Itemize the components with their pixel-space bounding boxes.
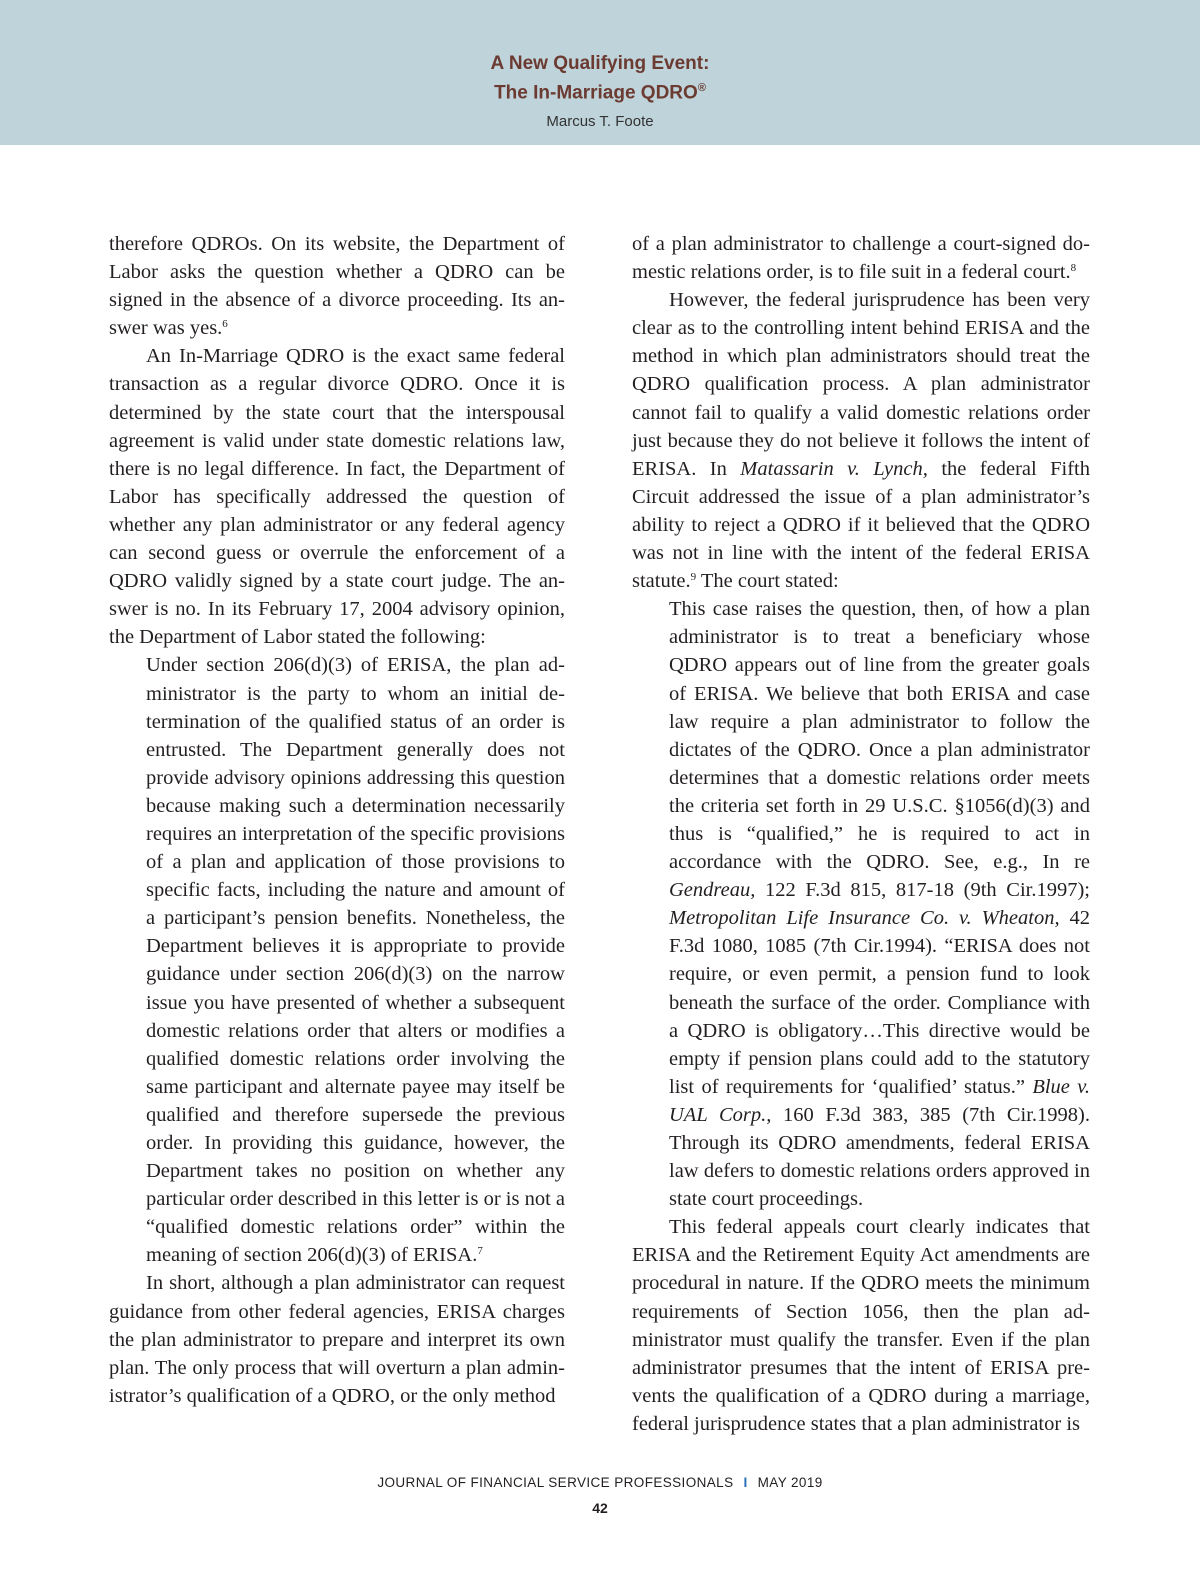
paragraph: This federal appeals court clearly indicates that ERISA and the Retirement Equity Act amendments are procedural in nature. If the QDRO meets the minimum requirements of Section 1056, then the plan administrator must qualify the transfer. Even if the plan administrator presumes that the intent of ERISA prevents the qualification of a QDRO during a marriage, federal jurisprudence states that a plan administrator is <box>632 1216 1090 1435</box>
quote-text: Under section 206(d)(3) of ERISA, the plan administrator is the party to whom an initial determination of the qualified status of an order is entrusted. The Department generally does not provide advisory opinions addressing this question because making such a determination necessarily requires an interpretation of the specific provisions of a plan and application of those provisions to specific facts, including the nature and amount of a participant’s pension benefits. Nonetheless, the Department believes it is appropriate to provide guidance under section 206(d)(3) on the narrow issue you have presented of whether a subsequent domestic relations order that alters or modifies a qualified domestic relations order involving the same participant and alternate payee may itself be qualified and therefore supersede the previous order. In providing this guidance, however, the Department takes no position on whether any particular order described in this letter is or is not a “qualified domestic relations order” within the meaning of section 206(d)(3) of ERISA. <box>146 654 565 1267</box>
paragraph: In short, although a plan administrator can request guidance from other federal agencies, ERISA charges the plan administrator to prepare and interpret its own plan. The only process that will overturn a plan administrator’s qualification of a QDRO, or the only method <box>109 1272 565 1407</box>
block-quote <box>669 595 1090 1213</box>
page-footer <box>0 1475 1200 1490</box>
footnote-ref: 7 <box>477 1245 483 1258</box>
paragraph-text: The court stated: <box>696 570 839 593</box>
case-name: Gendreau, <box>669 879 756 902</box>
footer-separator: I <box>743 1475 748 1490</box>
quote-text: 122 F.3d 815, 817-18 (9th Cir.1997); <box>755 879 1090 902</box>
footnote-ref: 8 <box>1070 262 1077 275</box>
paragraph-text: of a plan administrator to challenge a court-signed domestic relations order, is to file suit in a federal court. <box>632 233 1090 284</box>
article-title-text: The In-Marriage QDRO <box>494 82 698 104</box>
paragraph-text: the federal Fifth Circuit addressed the issue of a plan administrator’s ability to reject a QDRO if it believed that the QDRO was not in line with the intent of the federal ERISA statute. <box>632 457 1090 593</box>
case-name: Metropolitan Life Insurance Co. v. Wheaton, <box>669 907 1060 930</box>
article-header <box>0 0 1200 145</box>
article-title-line1: A New Qualifying Event: <box>490 53 710 74</box>
paragraph <box>632 286 1090 595</box>
case-name: Matassarin v. Lynch, <box>740 457 928 480</box>
paragraph <box>632 230 1090 286</box>
case-name: Blue v. UAL Corp., <box>669 1075 1090 1126</box>
issue-date: MAY 2019 <box>757 1475 823 1490</box>
paragraph <box>109 230 565 342</box>
article-title-line2 <box>0 76 1200 105</box>
paragraph-text: therefore QDROs. On its website, the Department of Labor asks the question whether a QDRO can be signed in the absence of a divorce proceeding. Its answer was yes. <box>109 233 565 340</box>
page-number: 42 <box>592 1500 608 1516</box>
block-quote <box>146 651 565 1269</box>
left-column <box>109 230 565 1410</box>
paragraph: An In-Marriage QDRO is the exact same federal transaction as a regular divorce QDRO. Once it is determined by the state court that the interspousal agreement is valid under state domestic relations law, there is no legal difference. In fact, the Department of Labor has specifically addressed the question of whether any plan administrator or any federal agency can second guess or overrule the enforcement of a QDRO validly signed by a state court judge. The answer is no. In its February 17, 2004 advisory opinion, the Department of Labor stated the following: <box>109 345 565 649</box>
footnote-ref: 9 <box>690 571 697 584</box>
author-name: Marcus T. Foote <box>546 113 654 131</box>
journal-name: JOURNAL OF FINANCIAL SERVICE PROFESSIONALS <box>377 1475 734 1490</box>
footnote-ref: 6 <box>222 318 228 331</box>
registered-mark: ® <box>697 82 706 94</box>
paragraph-text: However, the federal jurisprudence has been very clear as to the controlling intent behind ERISA and the method in which plan administrators should treat the QDRO qualification process. A plan administrator cannot fail to qualify a valid domestic relations order just because they do not believe it follows the intent of ERISA. In <box>632 289 1090 480</box>
quote-text: 160 F.3d 383, 385 (7th Cir.1998). Through its QDRO amendments, federal ERISA law defers to domestic relations orders approved in state court proceedings. <box>669 1103 1090 1211</box>
quote-text: This case raises the question, then, of how a plan administrator is to treat a beneficiary whose QDRO appears out of line from the greater goals of ERISA. We believe that both ERISA and case law require a plan administrator to follow the dictates of the QDRO. Once a plan administrator determines that a domestic relations order meets the criteria set forth in 29 U.S.C. §1056(d)(3) and thus is “qualified,” he is required to act in accordance with the QDRO. See, e.g., In re <box>669 598 1090 874</box>
quote-text: 42 F.3d 1080, 1085 (7th Cir.1994). “ERISA does not require, or even permit, a pension fund to look beneath the surface of the order. Compliance with a QDRO is obligatory…This directive would be empty if pension plans could add to the statutory list of requirements for ‘qualified’ status.” <box>669 907 1091 1098</box>
right-column <box>632 230 1090 1438</box>
